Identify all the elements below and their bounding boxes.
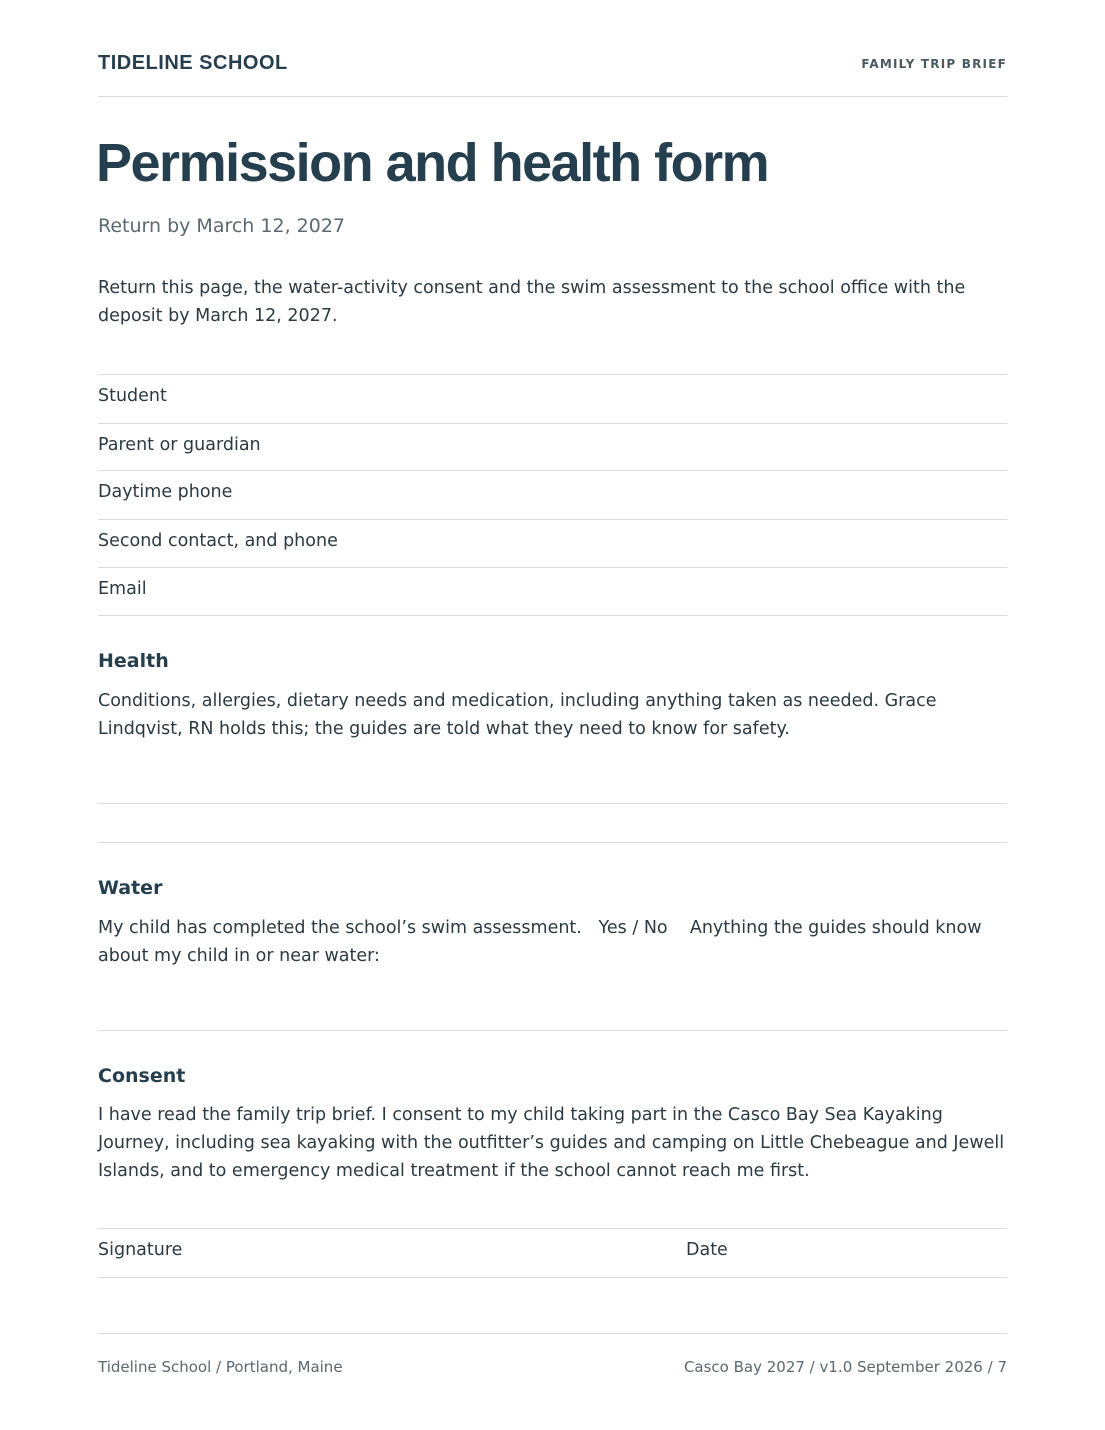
date-field[interactable]: Date [686,1240,728,1260]
water-text: My child has completed the school’s swim assessment. Yes / No Anything the guides should know about my child in or near water: [98,918,988,966]
intro-text: Return this page, the water-activity consent and the swim assessment to the school office with the deposit by March 12, 2027. [98,278,966,326]
field-divider [98,567,1007,568]
field-divider [98,374,1007,375]
field-email[interactable]: Email [98,579,147,599]
page-subtitle: Return by March 12, 2027 [98,215,345,237]
health-heading: Health [98,650,169,672]
footer-divider [98,1333,1007,1334]
field-divider [98,519,1007,520]
health-answer-line[interactable] [98,842,1007,843]
signature-field[interactable]: Signature [98,1240,183,1260]
signature-divider [98,1277,1007,1278]
field-divider [98,615,1007,616]
health-answer-line[interactable] [98,803,1007,804]
field-daytime-phone[interactable]: Daytime phone [98,482,233,502]
footer-right: Casco Bay 2027 / v1.0 September 2026 / 7 [683,1358,1007,1376]
field-second-contact[interactable]: Second contact, and phone [98,531,338,551]
document-type: FAMILY TRIP BRIEF [861,57,1007,71]
school-name: TIDELINE SCHOOL [98,52,288,74]
field-parent-guardian[interactable]: Parent or guardian [98,435,261,455]
signature-divider [98,1228,1007,1229]
page-title: Permission and health form [96,133,769,193]
header-divider [98,96,1007,97]
health-text: Conditions, allergies, dietary needs and medication, including anything taken as needed. Grace Lindqvist, RN holds this; the guides are told what they need to know for safety. [98,691,937,739]
water-heading: Water [98,877,163,899]
field-divider [98,470,1007,471]
water-answer-line[interactable] [98,1030,1007,1031]
consent-heading: Consent [98,1065,186,1087]
consent-text: I have read the family trip brief. I consent to my child taking part in the Casco Bay Sea Kayaking Journey, including sea kayaking with the outfitter’s guides and camping on Little Chebeague and Jewell Islands, and to emergency medical treatment if the school cannot reach me first. [98,1105,1005,1181]
field-divider [98,423,1007,424]
footer-left: Tideline School / Portland, Maine [98,1358,343,1376]
field-student[interactable]: Student [98,386,167,406]
